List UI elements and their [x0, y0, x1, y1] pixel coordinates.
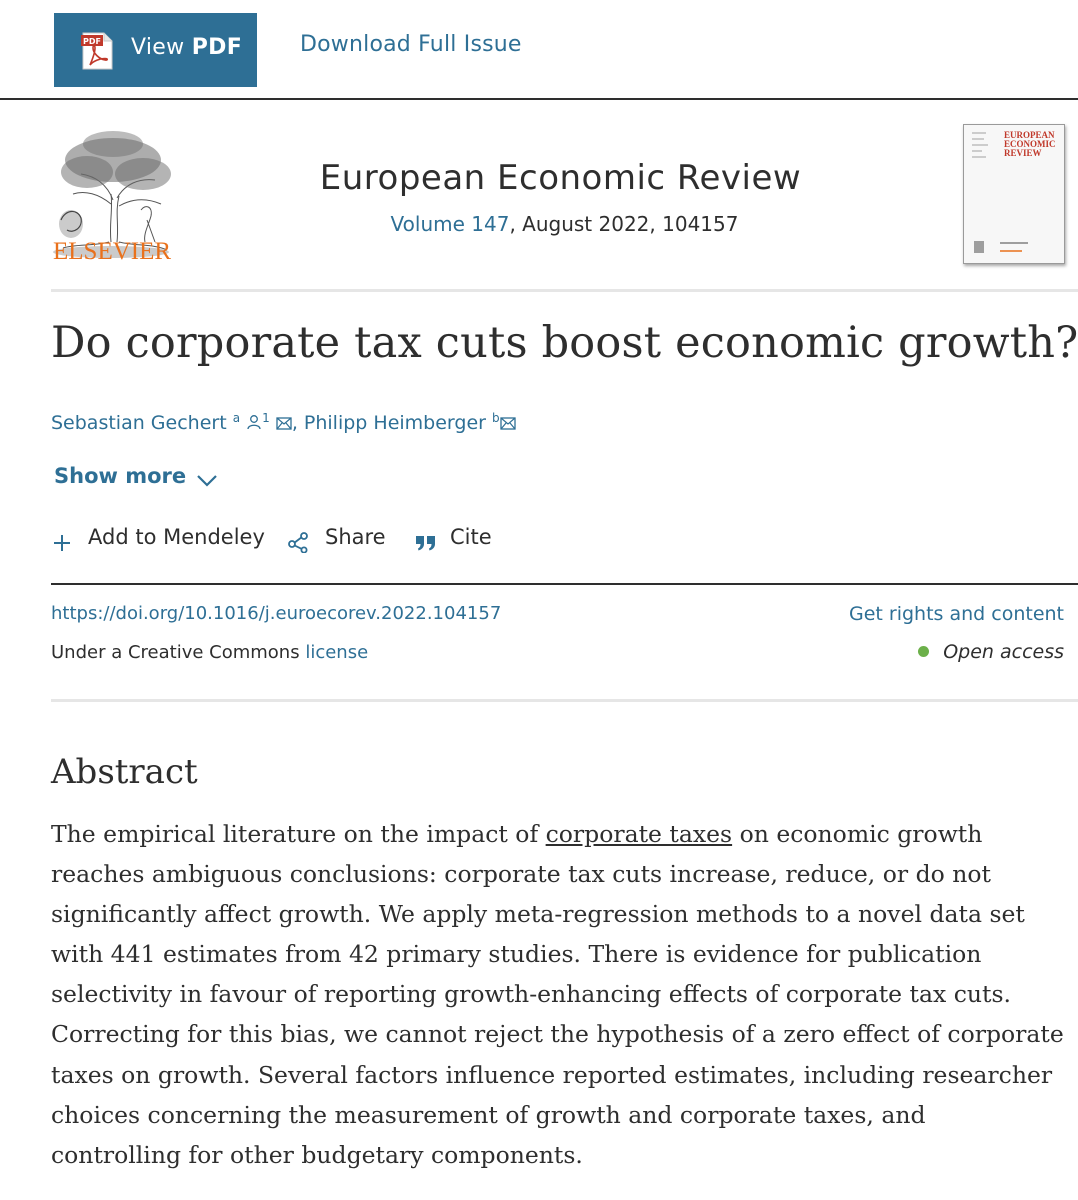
volume-link[interactable]: Volume 147 — [390, 212, 510, 236]
open-access-label: Open access — [943, 641, 1064, 663]
affiliation-marker[interactable]: a — [232, 411, 241, 425]
abstract-line: selectivity in favour of reporting growth-enhancing effects of corporate tax cuts. — [51, 980, 1011, 1009]
cite-label: Cite — [450, 525, 492, 549]
license-prefix: Under a Creative Commons — [51, 642, 306, 663]
author-separator: , — [291, 412, 304, 434]
license-info — [51, 642, 368, 663]
author-list — [51, 412, 516, 434]
open-access-dot-icon — [918, 646, 929, 657]
license-link[interactable]: license — [305, 642, 369, 663]
abstract-text — [51, 814, 1071, 1175]
abstract-line: significantly affect growth. We apply meta-regression methods to a novel data set — [51, 900, 1025, 929]
view-pdf-label: View PDF — [131, 35, 243, 60]
abstract-line: taxes on growth. Several factors influence reported estimates, including researcher — [51, 1060, 1053, 1089]
open-access-badge — [918, 641, 1064, 663]
cite-button[interactable] — [413, 525, 492, 549]
article-toolbar — [0, 0, 1078, 100]
abstract-line: reaches ambiguous conclusions: corporate tax cuts increase, reduce, or do not — [51, 860, 991, 889]
affiliation-marker[interactable]: b — [492, 411, 500, 425]
journal-header — [51, 100, 1078, 292]
chevron-down-icon — [196, 473, 218, 487]
divider — [51, 699, 1078, 702]
pdf-file-icon — [81, 32, 113, 70]
journal-cover-thumbnail[interactable] — [963, 124, 1065, 264]
email-icon[interactable] — [276, 417, 292, 430]
doi-link[interactable]: https://doi.org/10.1016/j.euroecorev.2022.104157 — [51, 603, 502, 624]
show-more-label: Show more — [54, 464, 187, 488]
download-full-issue-link[interactable]: Download Full Issue — [300, 32, 522, 57]
abstract-heading: Abstract — [51, 752, 198, 792]
abstract-line: controlling for other budgetary components. — [51, 1140, 583, 1169]
person-icon[interactable] — [246, 414, 262, 430]
journal-title[interactable]: European Economic Review — [319, 158, 802, 198]
abstract-line: with 441 estimates from 42 primary studies. There is evidence for publication — [51, 940, 982, 969]
share-label: Share — [325, 525, 386, 549]
mendeley-label: Add to Mendeley — [88, 525, 265, 549]
corporate-taxes-link[interactable]: corporate taxes — [545, 820, 733, 848]
author-link[interactable]: Sebastian Gechert — [51, 412, 227, 434]
share-button[interactable] — [287, 525, 386, 549]
get-rights-link[interactable]: Get rights and content — [848, 603, 1064, 625]
elsevier-wordmark: ELSEVIER — [53, 238, 172, 265]
article-title: Do corporate tax cuts boost economic growth? — [51, 318, 1078, 368]
svg-text:PDF: PDF — [83, 37, 101, 46]
add-to-mendeley-button[interactable] — [51, 525, 265, 549]
issue-info — [51, 212, 1078, 236]
view-pdf-button[interactable] — [54, 13, 257, 87]
abstract-line: choices concerning the measurement of growth and corporate taxes, and — [51, 1100, 926, 1129]
show-more-toggle[interactable] — [54, 464, 218, 488]
quote-icon — [415, 535, 437, 551]
issue-date: , August 2022, 104157 — [509, 212, 739, 236]
abstract-line: The empirical literature on the impact of corporate taxes on economic growth — [51, 820, 983, 848]
author-link[interactable]: Philipp Heimberger — [303, 412, 486, 434]
email-icon[interactable] — [500, 417, 516, 430]
footnote-marker[interactable]: 1 — [262, 411, 270, 425]
cover-artwork — [964, 125, 1066, 265]
abstract-line: Correcting for this bias, we cannot reject the hypothesis of a zero effect of corporate — [51, 1020, 1064, 1049]
cover-title: EUROPEAN ECONOMIC REVIEW — [1004, 130, 1056, 158]
share-icon — [287, 531, 309, 553]
plus-icon — [53, 534, 71, 552]
divider — [51, 583, 1078, 585]
